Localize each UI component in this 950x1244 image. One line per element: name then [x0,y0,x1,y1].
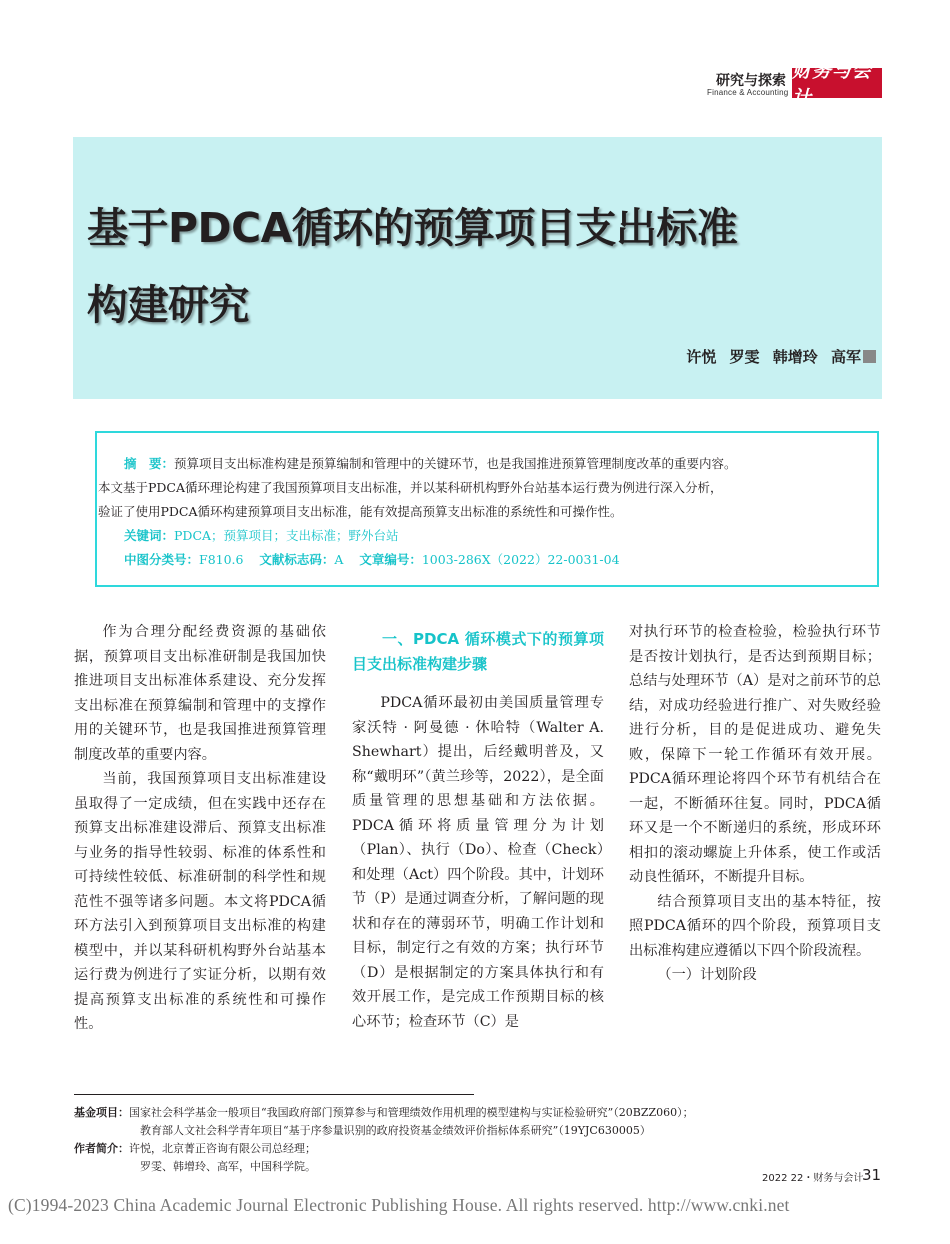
author-bio-line-1 [74,1140,316,1158]
end-mark-icon [863,350,876,363]
abstract-label: 摘 要： [124,456,175,471]
copyright-notice: (C)1994-2023 China Academic Journal Electronic Publishing House. All rights reserved. http://www.cnki.net [8,1195,790,1215]
abstract-line-2: 本文基于PDCA循环理论构建了我国预算项目支出标准，并以某科研机构野外台站基本运行费为例进行深入分析， [98,480,723,495]
article-no-value: 1003-286X（2022）22-0031-04 [421,552,620,567]
abstract-line-3: 验证了使用PDCA循环构建预算项目支出标准，能有效提高预算支出标准的系统性和可操作性。 [98,504,623,519]
article-title [87,190,847,344]
author-bio-label: 作者简介： [74,1142,129,1155]
article-no-label: 文章编号： [359,552,422,567]
paragraph: 结合预算项目支出的基本特征，按照PDCA循环的四个阶段，预算项目支出标准构建应遵循以下四个阶段流程。 [629,893,881,959]
doc-code-label: 文献标志码： [259,552,335,567]
section-name: 研究与探索 [716,73,786,89]
page-number: 31 [862,1166,882,1184]
clc-value: F810.6 [199,552,244,567]
body-column-3 [629,620,881,988]
paragraph: 对执行环节的检查检验，检验执行环节是否按计划执行，是否达到预期目标；总结与处理环节（A）是对之前环节的总结，对成功经验进行推广、对失败经验进行分析，目的是促进成功、避免失败，保障下一轮工作循环有效开展。PDCA循环理论将四个环节有机结合在一起，不断循环往复。同时，PDCA循环又是一个不断递归的系统，形成环环相扣的滚动螺旋上升体系，使工作或活动良性循环，不断提升目标。 [629,624,881,885]
fund-text-2: 教育部人文社会科学青年项目“基于序参量识别的政府投资基金绩效评价指标体系研究”（19YJC630005） [140,1124,651,1137]
author-bio-text-2: 罗雯、韩增玲、高军，中国科学院。 [140,1160,316,1173]
author-list [620,346,876,367]
section-heading: 一、PDCA 循环模式下的预算项目支出标准构建步骤 [352,630,604,673]
classification-line [124,548,620,572]
authors-text: 许悦 罗雯 韩增玲 高军 [686,348,861,366]
section-name-english: Finance & Accounting [707,88,789,97]
paragraph: 作为合理分配经费资源的基础依据，预算项目支出标准研制是我国加快推进项目支出标准体系建设、充分发挥支出标准在预算编制和管理中的支撑作用的关键环节，也是我国推进预算管理制度改革的重要内容。 [74,624,326,763]
paragraph: PDCA循环最初由美国质量管理专家沃特 · 阿曼德 · 休哈特（Walter A. Shewhart）提出，后经戴明普及，又称“戴明环”（黄兰珍等，2022），是全面质量管理的思想基础和方法依据。PDCA循环将质量管理分为计划（Plan）、执行（Do）、检查（Check）和处理（Act）四个阶段。其中，计划环节（P）是通过调查分析，了解问题的现状和存在的薄弱环节，明确工作计划和目标，制定行之有效的方案；执行环节（D）是根据制定的方案具体执行和有效开展工作，是完成工作预期目标的核心环节；检查环节（C）是 [352,695,604,1030]
paragraph: 当前，我国预算项目支出标准建设虽取得了一定成绩，但在实践中还存在预算支出标准建设滞后、预算支出标准与业务的指导性较弱、标准的体系性和可持续性较低、标准研制的科学性和规范性不强等诸多问题。本文将PDCA循环方法引入到预算项目支出标准的构建模型中，并以某科研机构野外台站基本运行费为例进行了实证分析，以期有效提高预算支出标准的系统性和可操作性。 [74,771,326,1032]
body-column-1 [74,620,326,1037]
journal-logo: 财务与会计 [792,68,882,98]
article-title-line1: 基于PDCA循环的预算项目支出标准 [87,204,738,252]
author-bio-text-1: 许悦，北京菁正咨询有限公司总经理； [129,1142,316,1155]
body-column-2 [352,620,604,1034]
issue-info: 2022 22・财务与会计 [762,1173,864,1184]
keywords-value: PDCA；预算项目；支出标准；野外台站 [174,528,399,543]
doc-code-value: A [334,552,344,567]
keywords-label: 关键词： [124,528,175,543]
subsection-heading: （一）计划阶段 [657,967,757,983]
clc-label: 中图分类号： [124,552,200,567]
footnote-divider [74,1094,474,1095]
keywords-line [124,524,399,548]
fund-text-1: 国家社会科学基金一般项目“我国政府部门预算参与和管理绩效作用机理的模型建构与实证检验研究”（20BZZ060）； [129,1106,694,1119]
article-title-line2: 构建研究 [87,281,249,329]
abstract-text [98,452,876,524]
fund-line-1 [74,1104,694,1122]
abstract-line-1: 预算项目支出标准构建是预算编制和管理中的关键环节，也是我国推进预算管理制度改革的重要内容。 [174,456,737,471]
fund-label: 基金项目： [74,1106,129,1119]
